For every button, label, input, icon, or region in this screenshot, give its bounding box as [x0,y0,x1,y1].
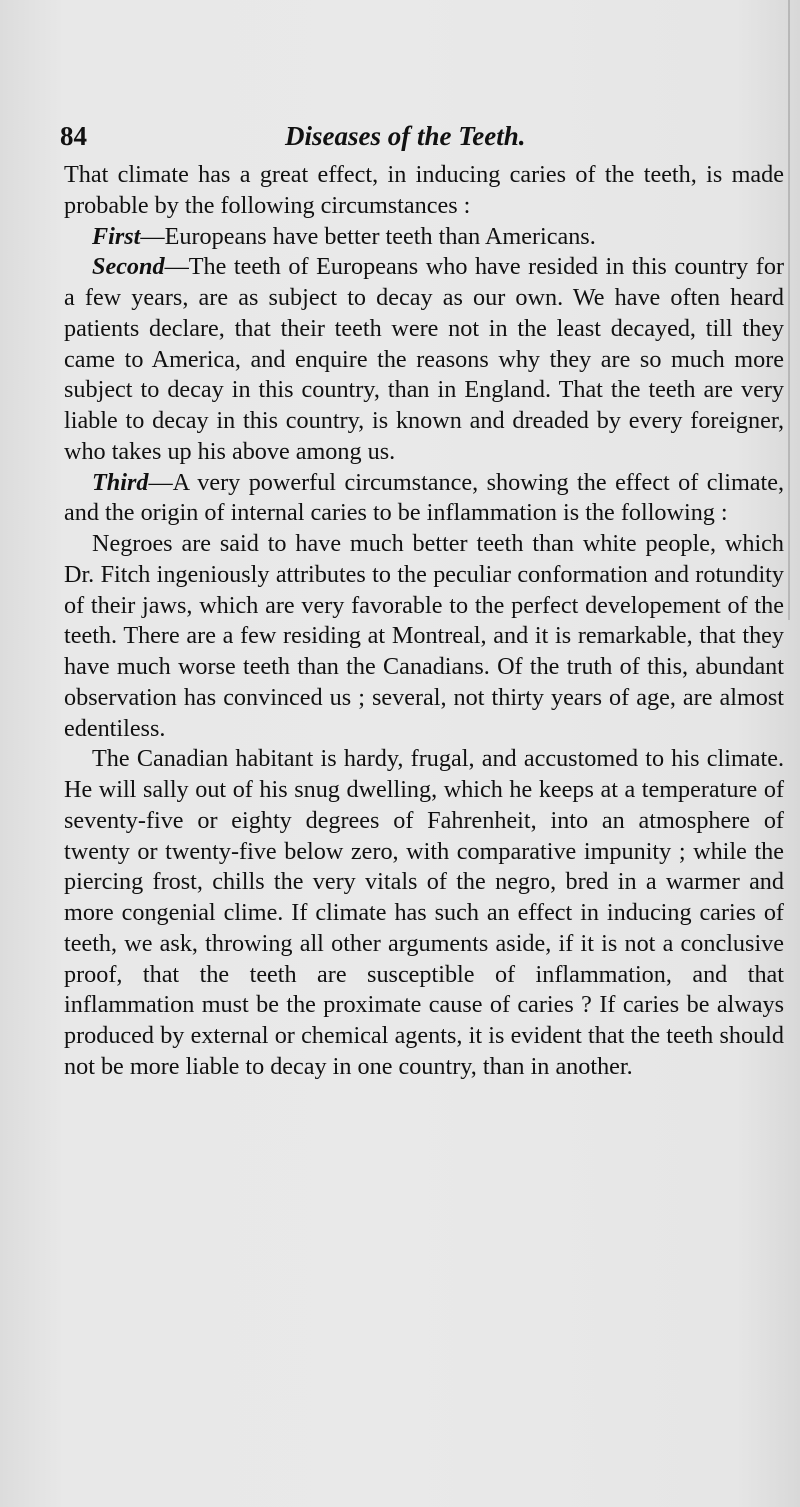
paragraph-text: Negroes are said to have much better teeth than white people, which Dr. Fitch ingeniously attributes to the peculiar conformation and rotundity of their jaws, which are very favorable to the perfect developement of the teeth. There are a few residing at Montreal, and it is remarkable, that they have much worse teeth than the Canadians. Of the truth of this, abundant observation has convinced us ; several, not thirty years of age, are almost edentiless. [64,530,784,742]
paragraph-lead-third: Third [92,468,149,496]
running-title: Diseases of the Teeth. [285,121,526,151]
paragraph-text: —A very powerful circumstance, showing the effect of climate, and the origin of internal caries to be inflammation is the following : [64,468,784,527]
paragraph-text: The Canadian habitant is hardy, frugal, and accustomed to his climate. He will sally out of his snug dwelling, which he keeps at a temperature of seventy-five or eighty degrees of Fahrenheit, into an atmosphere of twenty or twenty-five below zero, with comparative impunity ; while the piercing frost, chills the very vitals of the negro, bred in a warmer and more congenial clime. If climate has such an effect in inducing caries of teeth, we ask, throwing all other arguments aside, if it is not a conclusive proof, that the teeth are susceptible of inflammation, and that inflammation must be the proximate cause of caries ? If caries be always produced by external or chemical agents, it is evident that the teeth should not be more liable to decay in one country, than in another. [64,745,784,1080]
paragraph-lead-second: Second [92,253,165,281]
paragraph-negroes [64,529,784,744]
paragraph-text: —The teeth of Europeans who have resided in this country for a few years, are as subject to decay as our own. We have often heard patients declare, that their teeth were not in the least decayed, till they came to America, and enquire the reasons why they are so much more subject to decay in this country, than in England. That the teeth are very liable to decay in this country, is known and dreaded by every foreigner, who takes up his above among us. [64,253,784,465]
paragraph-climate-intro [64,160,784,222]
paragraph-lead-first: First [92,222,141,250]
paragraph-third-point [64,468,784,530]
page-header [60,116,750,156]
body-text [64,160,784,1083]
paragraph-canadian-habitant [64,744,784,1082]
page-number: 84 [60,121,87,151]
paragraph-first-point [64,222,784,253]
paragraph-second-point [64,252,784,467]
paragraph-text: —Europeans have better teeth than Americans. [140,222,596,250]
page-edge-shadow [788,0,790,620]
paragraph-text: That climate has a great effect, in inducing caries of the teeth, is made probable by the following circumstances : [64,161,784,219]
